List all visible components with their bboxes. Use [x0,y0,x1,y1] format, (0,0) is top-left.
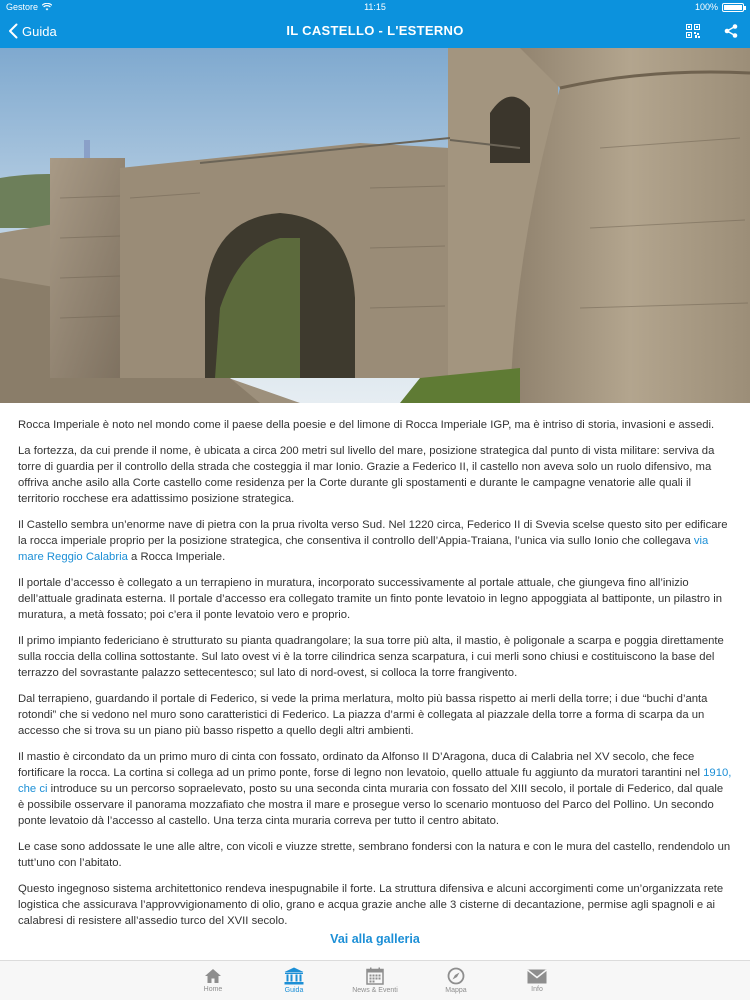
museum-icon [284,967,304,985]
tab-bar [0,960,750,1000]
back-label: Guida [22,23,57,39]
tab-info[interactable] [497,961,578,1000]
nav-bar [0,14,750,48]
tab-home-label: Home [203,986,223,993]
tab-mappa-label: Mappa [445,987,467,994]
reggio-calabria-link[interactable]: via mare Reggio Calabria [18,535,709,563]
status-left [6,2,52,12]
compass-icon [447,967,465,985]
clock: 11:15 [364,2,386,12]
tab-home[interactable] [173,961,254,1000]
qr-code-button[interactable] [686,24,700,38]
tab-guida-label: Guida [284,987,304,994]
battery-icon [722,3,744,12]
gallery-link[interactable]: Vai alla galleria [330,932,420,946]
status-bar [0,0,750,14]
paragraph-6: Dal terrapieno, guardando il portale di Federico, si vede la prima merlatura, molto più bassa rispetto ai merli della torre; i due “buchi d’anta rotondi” che si vedono nel muro sono caratteristici di Federico. La piazza d’armi è collegata al piazzale della torre a forma di scarpa da un accesso che si trova su un piano più basso rispetto a quello degli altri ambienti. [18,693,708,737]
tab-news-label: News & Eventi [352,987,398,994]
article-body [0,403,750,939]
carrier-label: Gestore [6,2,39,12]
page-title: IL CASTELLO - L'ESTERNO [286,23,464,38]
chevron-left-icon [8,23,18,39]
battery-fill [724,5,742,10]
back-button[interactable] [8,14,57,48]
tab-guida[interactable] [254,961,335,1000]
paragraph-7 [18,749,732,829]
calendar-icon [366,967,384,985]
paragraph-1: Rocca Imperiale è noto nel mondo come il paese della poesie e del limone di Rocca Imperiale IGP, ma è intriso di storia, invasioni e assedi. [18,419,715,431]
paragraph-2: La fortezza, da cui prende il nome, è ubicata a circa 200 metri sul livello del mare, posizione strategica dal punto di vista militare: serviva da torre di guardia per il controllo della strada che costeggia il mar Ionio. Grazie a Federico II, il castello non aveva solo un ruolo difensivo, ma offriva anche asilo alla Corte castello come residenza per la Corte durante gli spostamenti e durante le campagne venatorie alle quali il territorio rocchese era adattissimo posizione strategica. [18,445,715,505]
tab-info-label: Info [531,985,543,993]
hero-image [0,48,750,403]
paragraph-5: Il primo impianto federiciano è strutturato su pianta quadrangolare; la sua torre più alta, il mastio, è poligonale a scarpa e poggia direttamente sulla roccia della collina sottostante. Sul lato ovest vi è la torre cilindrica senza scarpatura, i cui merli sono chiusi e costituiscono la base del terrazzo del sovrastante palazzo settecentesco; sul lato di nord-ovest, si colloca la torre frangivento. [18,635,724,679]
envelope-icon [527,969,547,984]
status-right [695,2,744,12]
castle-photo [0,48,750,403]
paragraph-9: Questo ingegnoso sistema architettonico rendeva inespugnabile il forte. La struttura difensiva e alcuni accorgimenti come un’organizzata rete logistica che assicurava l’approvvigionamento di olio, grano e acqua grazie anche alle 3 cisterne di decantazione, permise agli spagnoli e ai calabresi di resistere all’assedio turco del XVII secolo. [18,883,724,927]
paragraph-3-text-b: a Rocca Imperiale. [127,551,226,563]
tab-mappa[interactable] [416,961,497,1000]
tab-news-eventi[interactable] [335,961,416,1000]
share-button[interactable] [724,24,738,38]
paragraph-7-text-a: Il mastio è circondato da un primo muro di cinta con fossato, ordinato da Alfonso II D’Aragona, duca di Calabria nel XV secolo, che fece fortificare la rocca. La cortina si collega ad un primo ponte, forse di legno non levatoio, quello attuale fu aggiunto da muratori tarantini nel [18,751,704,779]
battery-percent: 100% [694,2,718,12]
paragraph-3-text-a: Il Castello sembra un’enorme nave di pietra con la prua rivolta verso Sud. Nel 1220 circa, Federico II di Svevia scelse questo sito per edificare la rocca imperiale proprio per la posizione strategica, che consentiva il controllo dell’Appia-Traiana, l’unica via sullo Ionio che collegava [18,519,728,547]
qr-code-icon [686,24,700,38]
1910-link[interactable]: 1910, che ci [18,767,732,795]
share-icon [724,24,738,38]
nav-actions [686,14,738,48]
wifi-icon [42,3,52,11]
home-icon [204,968,222,984]
paragraph-7-text-b: introduce su un percorso sopraelevato, posto su una seconda cinta muraria con fossato del XIII secolo, il portale di Federico, dal quale è possibile osservare il panorama mozzafiato che mostra il mare e prosegue verso lo scenario montuoso del Parco del Pollino. Un secondo ponte levatoio dà l’accesso al castello. Una terza cinta muraria correva per tutto il centro abitato. [18,783,724,827]
paragraph-8: Le case sono addossate le une alle altre, con vicoli e viuzze strette, sembrano fondersi con la natura e con le mura del castello, rendendolo un tutt’uno con l’abitato. [18,841,731,869]
paragraph-3 [18,517,732,565]
paragraph-4: Il portale d’accesso è collegato a un terrapieno in muratura, incorporato successivamente al portale attuale, che giungeva fino all’inizio dell’attuale gradinata esterna. Il portale d’accesso era collegato tramite un finto ponte levatoio in legno appoggiata al battiponte, un pilastro in muratura, a metà fossato; poi c’era il ponte levatoio vero e proprio. [18,577,723,621]
